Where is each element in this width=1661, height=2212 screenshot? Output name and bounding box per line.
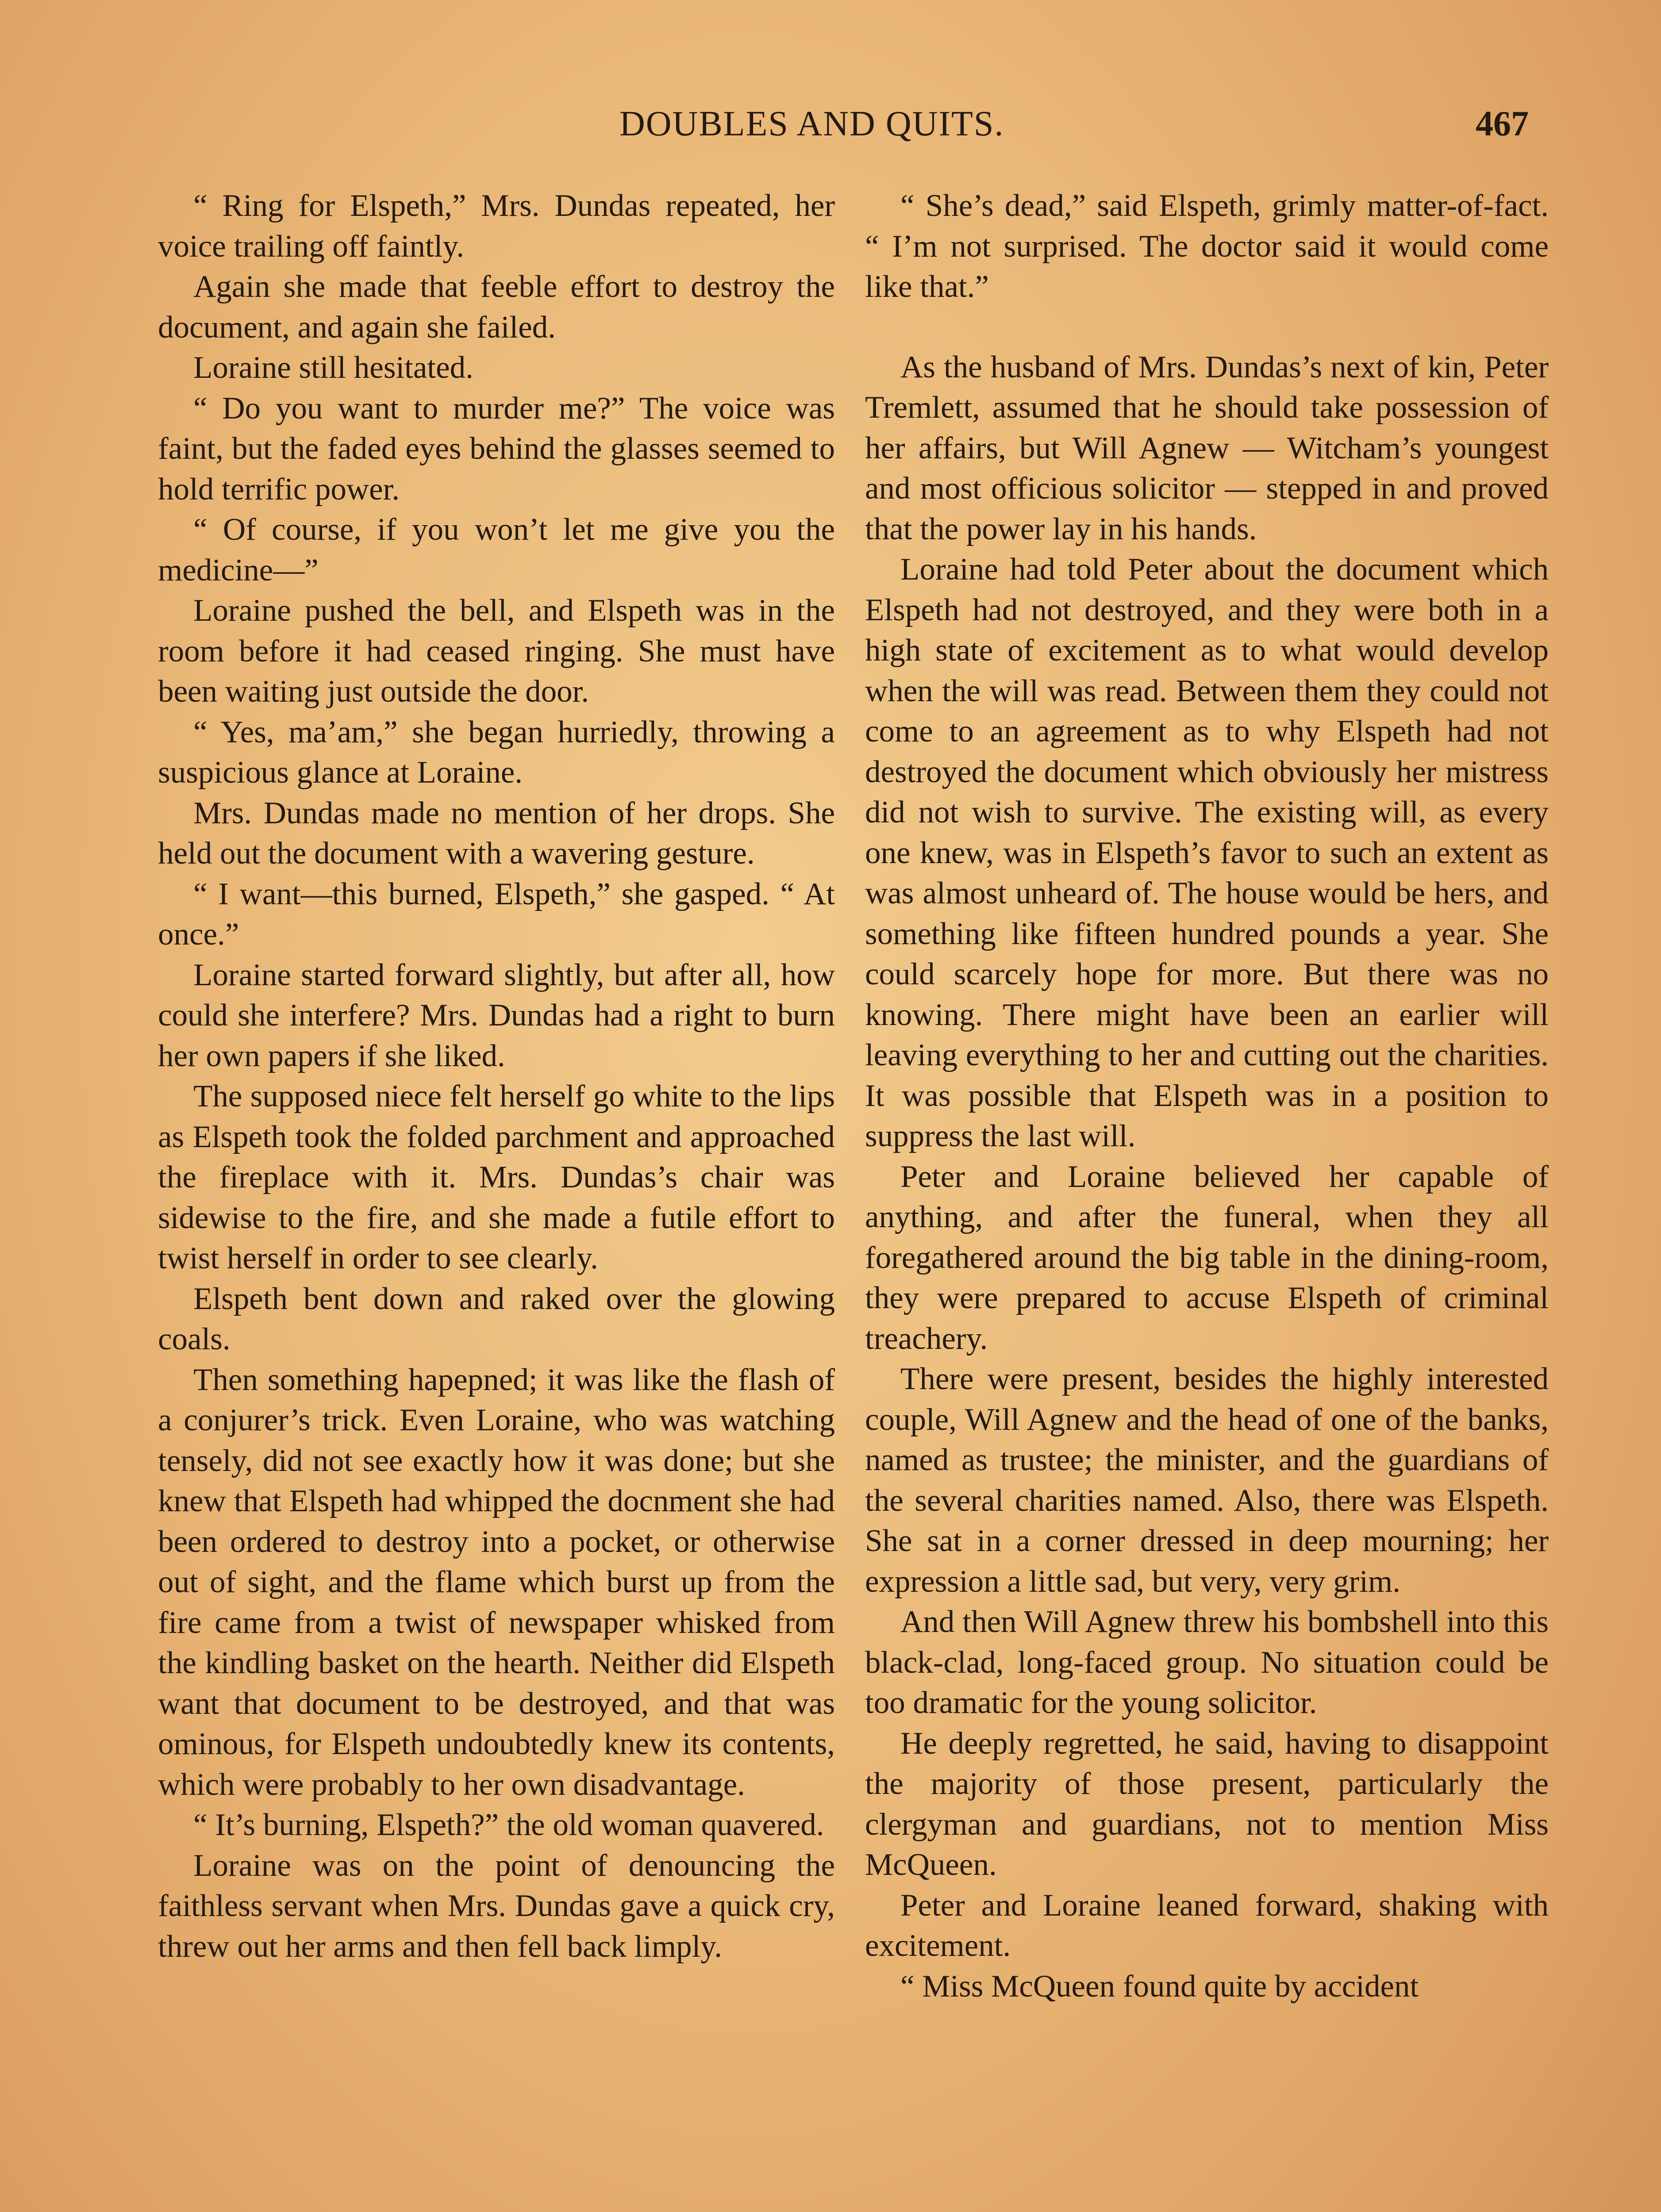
paragraph: “ She’s dead,” said Elspeth, grimly matter-of-fact. “ I’m not surprised. The doctor said it would come like that.”: [865, 188, 1549, 304]
paragraph: Peter and Loraine leaned forward, shaking with excitement.: [865, 1888, 1549, 1963]
paragraph: The supposed niece felt herself go white to the lips as Elspeth took the folded parchment and approached the fireplace with it. Mrs. Dundas’s chair was sidewise to the fire, and she made a futile effort to twist herself in order to see clearly.: [158, 1079, 835, 1275]
paragraph: “ Yes, ma’am,” she began hurriedly, throwing a suspicious glance at Loraine.: [158, 714, 835, 790]
paragraph: As the husband of Mrs. Dundas’s next of kin, Peter Tremlett, assumed that he should take possession of her affairs, but Will Agnew — Witcham’s youngest and most officious solicitor — stepped in and proved that the power lay in his hands.: [865, 349, 1549, 546]
paragraph: Then something hapepned; it was like the flash of a conjurer’s trick. Even Loraine, who was watching tensely, did not see exactly how it was done; but she knew that Elspeth had whipped the docnment she had been ordered to destroy into a pocket, or otherwise out of sight, and the flame which burst up from the fire came from a twist of newspaper whisked from the kindling basket on the hearth. Neither did Elspeth want that document to be destroyed, and that was ominous, for Elspeth undoubtedly knew its contents, which were probably to her own disadvantage.: [158, 1362, 835, 1802]
paragraph: Loraine started forward slightly, but after all, how could she interfere? Mrs. Dundas had a right to burn her own papers if she liked.: [158, 957, 835, 1073]
paragraph: “ Miss McQueen found quite by accident: [900, 1969, 1419, 2004]
paragraph: “ I want—this burned, Elspeth,” she gasped. “ At once.”: [158, 876, 835, 952]
paragraph: He deeply regretted, he said, having to disappoint the majority of those present, particularly the clergyman and guardians, not to mention Miss McQueen.: [865, 1726, 1549, 1882]
paragraph: “ Do you want to murder me?” The voice was faint, but the faded eyes behind the glasses seemed to hold terrific power.: [158, 391, 835, 507]
page-number: 467: [1476, 104, 1529, 143]
paragraph: Loraine was on the point of denouncing the faithless servant when Mrs. Dundas gave a quick cry, threw out her arms and then fell back limply.: [158, 1848, 835, 1964]
paragraph: And then Will Agnew threw his bombshell into this black-clad, long-faced group. No situation could be too dramatic for the young solicitor.: [865, 1605, 1549, 1720]
paragraph: Peter and Loraine believed her capable of anything, and after the funeral, when they all foregathered around the big table in the dining-room, they were prepared to accuse Elspeth of criminal treachery.: [865, 1159, 1549, 1356]
paragraph: Elspeth bent down and raked over the glowing coals.: [158, 1281, 835, 1356]
page-header: [0, 104, 1661, 153]
right-column: [865, 186, 1549, 2007]
paragraph: Loraine pushed the bell, and Elspeth was in the room before it had ceased ringing. She must have been waiting just outside the door.: [158, 593, 835, 709]
left-column: [158, 186, 835, 1967]
paragraph: Loraine had told Peter about the document which Elspeth had not destroyed, and they were both in a high state of excitement as to what would develop when the will was read. Between them they could not come to an agreement as to why Elspeth had not destroyed the document which obviously her mistress did not wish to survive. The existing will, as every one knew, was in Elspeth’s favor to such an extent as was almost unheard of. The house would be hers, and something like fifteen hundred pounds a year. She could scarcely hope for more. But there was no knowing. There might have been an earlier will leaving everything to her and cutting out the charities. It was possible that Elspeth was in a position to suppress the last will.: [865, 552, 1549, 1153]
paragraph: “ Ring for Elspeth,” Mrs. Dundas repeated, her voice trailing off faintly.: [158, 188, 835, 264]
paragraph: “ Of course, if you won’t let me give you the medicine—”: [158, 512, 835, 588]
paragraph: “ It’s burning, Elspeth?” the old woman quavered.: [193, 1808, 824, 1842]
paragraph: Loraine still hesitated.: [193, 350, 473, 385]
paragraph: There were present, besides the highly interested couple, Will Agnew and the head of one of the banks, named as trustee; the minister, and the guardians of the several charities named. Also, there was Elspeth. She sat in a corner dressed in deep mourning; her expression a little sad, but very, very grim.: [865, 1362, 1549, 1599]
paragraph: Mrs. Dundas made no mention of her drops. She held out the document with a wavering gesture.: [158, 795, 835, 871]
running-title: DOUBLES AND QUITS.: [619, 104, 1004, 143]
paragraph: Again she made that feeble effort to destroy the document, and again she failed.: [158, 269, 835, 345]
